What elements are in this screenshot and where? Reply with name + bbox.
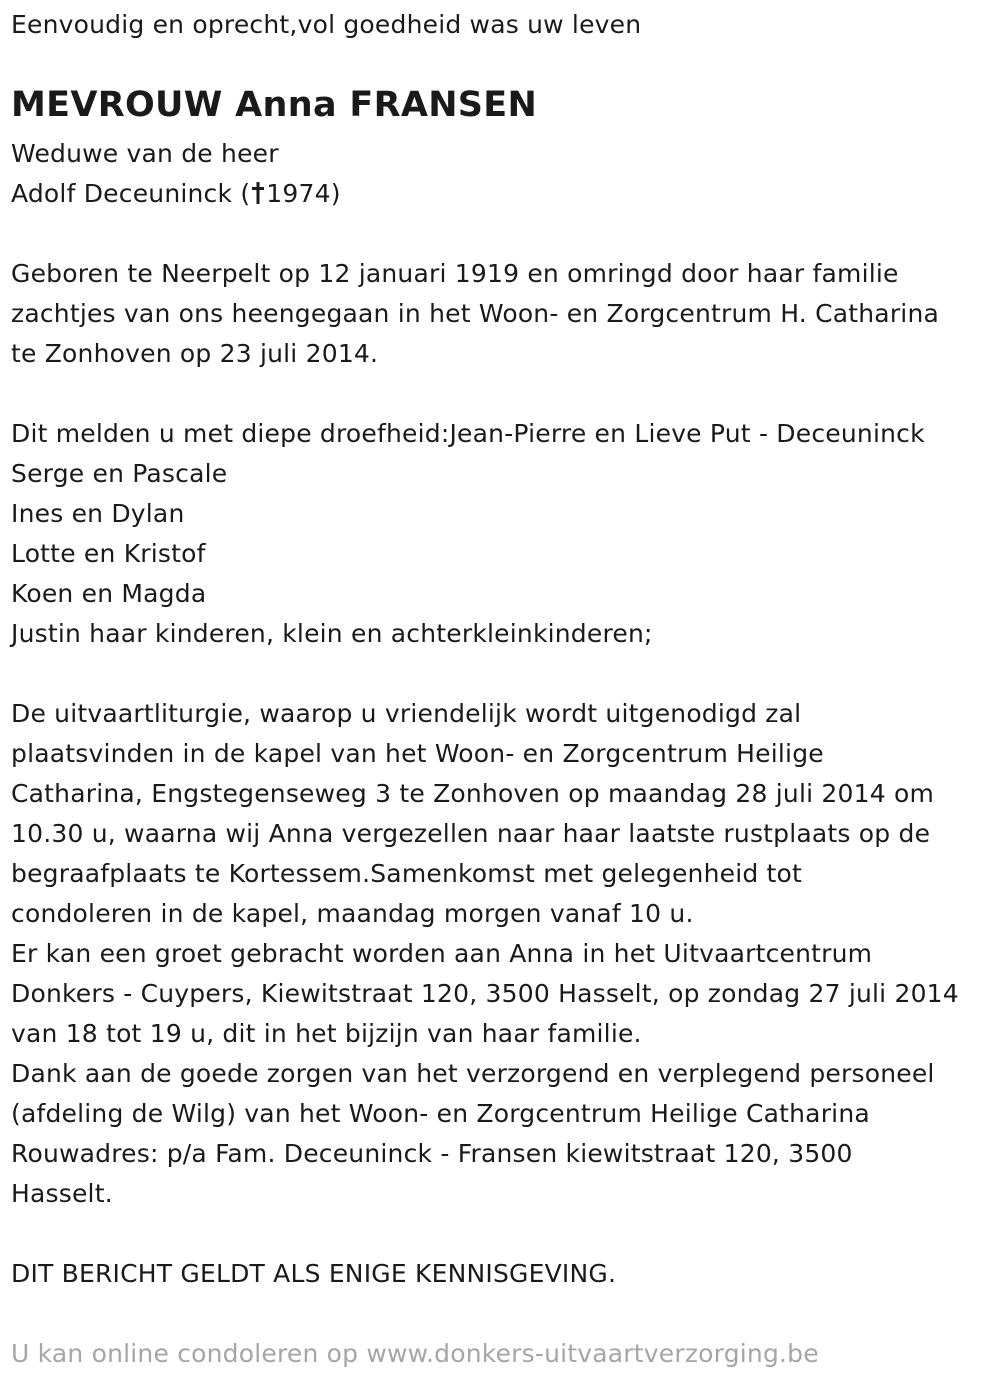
- deceased-name: MEVROUW Anna FRANSEN: [11, 85, 538, 125]
- family-line: Lotte en Kristof: [11, 539, 206, 568]
- widow-block: [11, 134, 341, 214]
- funeral-line: condoleren in de kapel, maandag morgen vanaf 10 u.: [11, 899, 694, 928]
- notice-line: DIT BERICHT GELDT ALS ENIGE KENNISGEVING.: [11, 1259, 617, 1288]
- funeral-line: De uitvaartliturgie, waarop u vriendelijk wordt uitgenodigd zal: [11, 699, 802, 728]
- funeral-line: Catharina, Engstegenseweg 3 te Zonhoven op maandag 28 juli 2014 om: [11, 779, 935, 808]
- spouse-line: [11, 174, 341, 214]
- funeral-line: begraafplaats te Kortessem.Samenkomst met gelegenheid tot: [11, 859, 803, 888]
- funeral-block: [11, 694, 959, 1214]
- birth-line: zachtjes van ons heengegaan in het Woon- en Zorgcentrum H. Catharina: [11, 299, 940, 328]
- birth-death-block: [11, 254, 939, 374]
- funeral-line: Hasselt.: [11, 1179, 113, 1208]
- cross-icon: [251, 181, 265, 205]
- funeral-line: Donkers - Cuypers, Kiewitstraat 120, 3500 Hasselt, op zondag 27 juli 2014: [11, 979, 959, 1008]
- family-block: [11, 414, 925, 654]
- funeral-line: Rouwadres: p/a Fam. Deceuninck - Fransen kiewitstraat 120, 3500: [11, 1139, 853, 1168]
- family-line: Koen en Magda: [11, 579, 207, 608]
- birth-line: Geboren te Neerpelt op 12 januari 1919 en omringd door haar familie: [11, 259, 899, 288]
- funeral-line: plaatsvinden in de kapel van het Woon- en Zorgcentrum Heilige: [11, 739, 824, 768]
- family-line: Justin haar kinderen, klein en achterkleinkinderen;: [11, 619, 653, 648]
- spouse-name: Adolf Deceuninck (: [11, 179, 251, 208]
- family-line: Serge en Pascale: [11, 459, 228, 488]
- funeral-line: (afdeling de Wilg) van het Woon- en Zorgcentrum Heilige Catharina: [11, 1099, 870, 1128]
- funeral-line: Dank aan de goede zorgen van het verzorgend en verplegend personeel: [11, 1059, 935, 1088]
- online-condolence-line: U kan online condoleren op www.donkers-uitvaartverzorging.be: [11, 1339, 819, 1368]
- widow-line: Weduwe van de heer: [11, 139, 279, 168]
- funeral-line: van 18 tot 19 u, dit in het bijzijn van haar familie.: [11, 1019, 642, 1048]
- motto: Eenvoudig en oprecht,vol goedheid was uw leven: [11, 10, 642, 39]
- funeral-line: Er kan een groet gebracht worden aan Anna in het Uitvaartcentrum: [11, 939, 873, 968]
- birth-line: te Zonhoven op 23 juli 2014.: [11, 339, 379, 368]
- family-line: Ines en Dylan: [11, 499, 185, 528]
- spouse-death-year: 1974): [266, 179, 341, 208]
- family-line: Dit melden u met diepe droefheid:Jean-Pierre en Lieve Put - Deceuninck: [11, 419, 925, 448]
- funeral-line: 10.30 u, waarna wij Anna vergezellen naar haar laatste rustplaats op de: [11, 819, 931, 848]
